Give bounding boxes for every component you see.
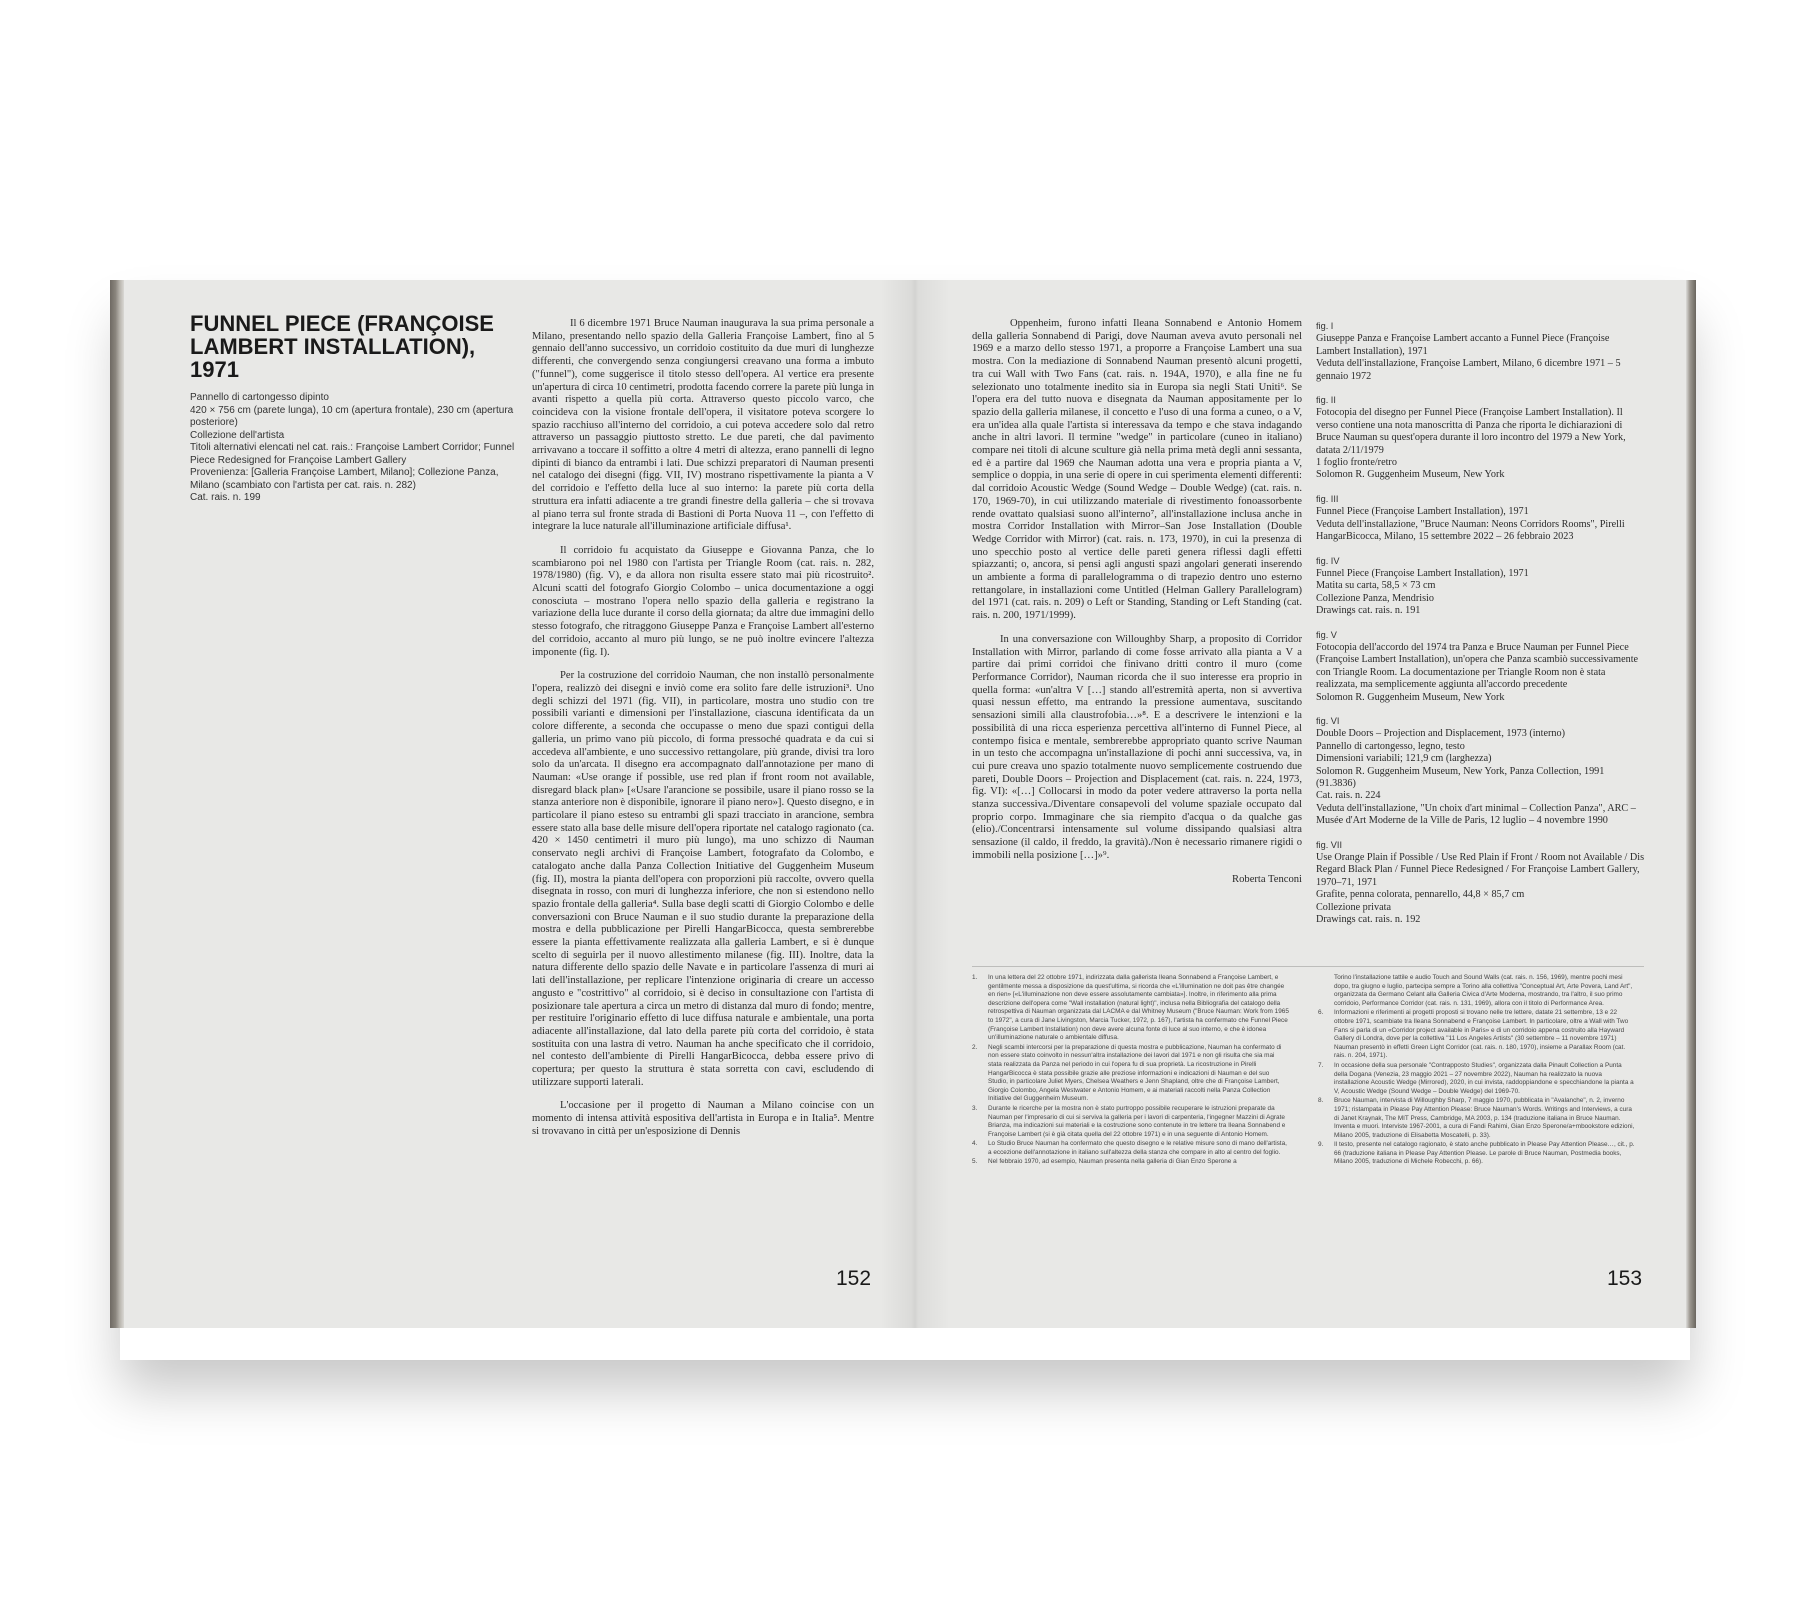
figure-caption-line: Grafite, penna colorata, pennarello, 44,8 × 85,7 cm — [1316, 889, 1525, 901]
figure-label: fig. IV — [1316, 555, 1340, 566]
footnotes-column-a — [972, 974, 1290, 1168]
figure-caption — [1316, 320, 1646, 383]
footnote-text: In occasione della sua personale "Contrapposto Studies", organizzata dalla Pinault Collection a Punta della Dogana (Venezia, 23 maggio 2021 – 27 novembre 2022), Nauman ha realizzato la nuova installazione Acoustic Wedge (Mirrored), 2020, in cui invista, raddoppiandone e specchiandone la pianta a V, Acoustic Wedge (Sound Wedge – Double Wedge) del 1969-70. — [1334, 1061, 1634, 1095]
figure-caption-line: Pannello di cartongesso, legno, testo — [1316, 740, 1465, 752]
page-edge-right — [1686, 280, 1696, 1328]
meta-line: Pannello di cartongesso dipinto — [190, 392, 329, 403]
figure-caption-line: Solomon R. Guggenheim Museum, New York — [1316, 691, 1505, 703]
figure-label: fig. II — [1316, 395, 1336, 406]
essay-paragraph: L'occasione per il progetto di Nauman a Milano coincise con un momento di intensa attività espositiva dell'artista in Europa e in Italia⁵. Mentre si trovavano in città per un'esposizione di Dennis — [532, 1100, 874, 1137]
figure-caption-line: Drawings cat. rais. n. 192 — [1316, 914, 1421, 926]
figure-caption — [1316, 839, 1646, 927]
footnote-divider — [972, 966, 1644, 967]
figure-caption-line: Matita su carta, 58,5 × 73 cm — [1316, 580, 1436, 592]
footnote-number: 1. — [972, 974, 978, 981]
essay-column-left — [532, 318, 874, 1150]
meta-line: Titoli alternativi elencati nel cat. rais.: Françoise Lambert Corridor; Funnel Piece Redesigned for Françoise Lambert Gallery — [190, 442, 515, 466]
figure-caption-line: Dimensioni variabili; 121,9 cm (larghezza) — [1316, 753, 1492, 765]
footnote-number: 5. — [972, 1158, 978, 1166]
footnote-text: In una lettera del 22 ottobre 1971, indirizzata dalla gallerista Ileana Sonnabend a Françoise Lambert, e gentilmente messa a disposizione da quest'ultima, si ricorda che «L'illumination ne doit pas être changée en rien» [«L'illuminazione non deve essere assolutamente cambiata»]. Inoltre, in riferimento alla prima descrizione dell'opera come "Wall installation (natural light)", inclusa nella Bibliografia del catalogo della retrospettiva di Nauman organizzata dal LACMA e dal Whitney Museum ("Bruce Nauman: Work from 1965 to 1972", a cura di Jane Livingston, Marcia Tucker, 1972, p. 167), l'artista ha confermato che Funnel Piece (Françoise Lambert Installation) non deve avere alcuna fonte di luce al suo interno, e che è idonea un'illuminazione naturale o ambientale diffusa. — [988, 974, 1289, 1042]
footnote-text: Nel febbraio 1970, ad esempio, Nauman presenta nella galleria di Gian Enzo Sperone a — [988, 1158, 1237, 1166]
footnote — [972, 974, 1290, 1043]
figure-caption-line: Cat. rais. n. 224 — [1316, 790, 1381, 802]
footnotes-column-b — [1318, 974, 1636, 1168]
right-page — [914, 280, 1686, 1328]
figure-caption-line: Fotocopia del disegno per Funnel Piece (Françoise Lambert Installation). Il verso contiene una nota manoscritta di Panza che riporta le dichiarazioni di Bruce Nauman su quest'opera durante il loro incontro del 1979 a New York, datata 2/11/1979 — [1316, 407, 1626, 456]
artwork-title: FUNNEL PIECE (FRANÇOISE LAMBERT INSTALLATION), 1971 — [190, 311, 494, 382]
footnote — [1318, 1009, 1636, 1061]
figure-caption-line: Solomon R. Guggenheim Museum, New York, Panza Collection, 1991 (91.3836) — [1316, 765, 1605, 789]
essay-paragraph: Il 6 dicembre 1971 Bruce Nauman inaugurava la sua prima personale a Milano, presentando nello spazio della Galleria Françoise Lambert, fino al 5 gennaio dell'anno successivo, un corridoio costituito da due muri di lunghezze differenti, che convergendo senza congiungersi creavano una forma a imbuto ("funnel"), come suggerisce il titolo stesso dell'opera. Al vertice era presente un'apertura di circa 10 centimetri, prodotta facendo correre la parete più lunga in avanti rispetto a quella più corta. Attraverso questo piccolo varco, che coincideva con la visione frontale dell'opera, il visitatore poteva scorgere lo spazio racchiuso all'interno del corridoio, a cui poteva accedere solo dal retro attraverso un passaggio piuttosto stretto. Le due pareti, che dal pavimento arrivavano a toccare il soffitto a oltre 4 metri di altezza, erano pannelli di legno dipinti di bianco da entrambi i lati. Due schizzi preparatori di Nauman presenti nel catalogo dei disegni (figg. VII, IV) mostrano rispettivamente la pianta a V del corridoio e l'effetto della luce al suo interno: la parete più corta della struttura era infatti adiacente a tre grandi finestre della galleria – che si trovava al piano terra sul fronte strada di Bastioni di Porta Nuova 11 –, con l'effetto di integrare la luce naturale all'illuminazione artificiale diffusa¹. — [532, 318, 874, 533]
figure-label: fig. VI — [1316, 715, 1340, 726]
footnote-number: 8. — [1318, 1097, 1324, 1105]
footnote-text: Torino l'installazione tattile e audio Touch and Sound Walls (cat. rais. n. 156, 1969), mentre pochi mesi dopo, tra giugno e luglio, partecipa sempre a Torino alla collettiva "Conceptual Art, Arte Povera, Land Art", organizzata da Germano Celant alla Galleria Civica d'Arte Moderna, mostrando, tra l'altro, il suo primo corridoio, Performance Corridor (cat. rais. n. 131, 1969), allora con il titolo di Performance Area. — [1334, 974, 1633, 1007]
essay-paragraph: Il corridoio fu acquistato da Giuseppe e Giovanna Panza, che lo scambiarono poi nel 1980 con l'artista per Triangle Room (cat. rais. n. 282, 1978/1980) (fig. V), e da allora non risulta essere stato mai più ricostruito². Alcuni scatti del fotografo Giorgio Colombo – unica documentazione a oggi conosciuta – mostrano l'opera nello spazio della galleria e registrano la variazione della luce durante il corso della giornata; da altre due immagini dello stesso fotografo, che ritraggono Giuseppe Panza e Françoise Lambert all'esterno del corridoio, accanto al muro più lungo, se ne può inoltre evincere l'altezza imponente (fig. I). — [532, 544, 874, 658]
essay-paragraph: In una conversazione con Willoughby Sharp, a proposito di Corridor Installation with Mirror, parlando di come fosse arrivato alla pianta a V a partire dai primi corridoi che finivano dritti contro il muro (come Performance Corridor), Nauman ricorda che il suo interesse era proprio in quella forma: «un'altra V […] stando all'estremità aperta, non si avvertiva quasi nessun effetto, ma entrando la pressione aumentava, suscitando sensazioni simili alla claustrofobia…»⁸. E a descrivere le intenzioni e la possibilità di una ricca esperienza percettiva all'interno di Funnel Piece, al contempo fisica e mentale, sembrerebbe appropriato quanto scrive Nauman in un testo che accompagna un'installazione di pochi anni successiva, va, in cui pure creava uno spazio totalmente nuovo semplicemente costruendo due pareti, Double Doors – Projection and Displacement (cat. rais. n. 224, 1973, fig. VI): «[…] Collocarsi in modo da poter vedere attraverso la porta nella stanza successiva./Diventare consapevoli del volume spaziale occupato dal proprio corpo. Immaginare che sia riempito d'acqua o da qualche gas (elio)./Concentrarsi intensamente sul volume dissipando qualsiasi altra sensazione (il caldo, il freddo, la gravità)./Non è necessario rimanere rigidi o immobili nella posizione […]»⁹. — [972, 633, 1302, 861]
footnote — [1318, 974, 1636, 1008]
meta-line: Cat. rais. n. 199 — [190, 492, 261, 503]
footnote-text: Bruce Nauman, intervista di Willoughby Sharp, 7 maggio 1970, pubblicata in "Avalanche", n. 2, inverno 1971; ristampata in Please Pay Attention Please: Bruce Nauman's Words. Writings and Interviews, a cura di Janet Kraynak, The MIT Press, Cambridge, MA 2003, p. 134 (traduzione italiana in Bruce Nauman. Inventa e muori. Interviste 1967-2001, a cura di Fandi Rahimi, Gian Enzo Sperone/a+mbookstore edizioni, Milano 2005, traduzione di Elisabetta Moscatelli, p. 33). — [1334, 1097, 1635, 1139]
figure-caption — [1316, 629, 1646, 704]
page-number-right: 153 — [1607, 1267, 1643, 1290]
footnote — [972, 1140, 1290, 1157]
figure-caption-line: Use Orange Plain if Possible / Use Red Plain if Front / Room not Available / Dis Regard Black Plan / Funnel Piece Redesigned / For Françoise Lambert Gallery, 1970–71, 1971 — [1316, 852, 1645, 888]
page-number-left: 152 — [836, 1267, 872, 1290]
footnote-text: Durante le ricerche per la mostra non è stato purtroppo possibile recuperare le istruzioni preparate da Nauman per l'impresario di cui si serviva la galleria per i lavori di carpenteria, l'ingegner Mazzini di Agrate Brianza, ma indicazioni sui materiali e la costruzione sono contenute in tre lettere tra Ileana Sonnabend e Françoise Lambert (si è già citata quella del 22 ottobre 1971) e in una seguente di Antonio Homem. — [988, 1104, 1286, 1138]
figure-caption — [1316, 715, 1646, 828]
footnote-number — [1318, 974, 1334, 1008]
figure-caption-line: Double Doors – Projection and Displacement, 1973 (interno) — [1316, 728, 1565, 740]
figure-label: fig. III — [1316, 493, 1339, 504]
figure-caption-line: Fotocopia dell'accordo del 1974 tra Panza e Bruce Nauman per Funnel Piece (Françoise Lambert Installation), un'opera che Panza scambiò successivamente con Triangle Room. La documentazione per Triangle Room non è stata realizzata, ma semplicemente aggiunta all'accordo precedente — [1316, 641, 1639, 691]
footnote-text: Informazioni e riferimenti ai progetti proposti si trovano nelle tre lettere, datate 21 settembre, 13 e 22 ottobre 1971, scambiate tra Ileana Sonnabend e Françoise Lambert. In particolare, oltre a Wall with Two Fans si parla di un «Corridor project available in Paris» e di un corridoio appena costruito alla Hayward Gallery di Londra, dove per la collettiva "11 Los Angeles Artists" (30 settembre – 11 novembre 1971) Nauman presentò in effetti Green Light Corridor (cat. rais. n. 180, 1970), insieme a Parallax Room (cat. rais. n. 204, 1971). — [1334, 1009, 1629, 1060]
footnote-number: 9. — [1318, 1141, 1324, 1149]
page-edge-left — [110, 280, 124, 1328]
footnote — [1318, 1097, 1636, 1140]
figure-label: fig. I — [1316, 321, 1334, 331]
footnote-text: Lo Studio Bruce Nauman ha confermato che questo disegno e le relative misure sono di mano dell'artista, a eccezione dell'annotazione in italiano sull'altezza della stanza che compare in alto al centro del foglio. — [988, 1140, 1287, 1156]
footnote-number: 2. — [972, 1043, 978, 1051]
artwork-metadata — [190, 392, 520, 505]
footnote — [1318, 1062, 1636, 1096]
meta-line: Collezione dell'artista — [190, 429, 285, 441]
figure-label: fig. VII — [1316, 839, 1343, 850]
figure-caption-line: Collezione privata — [1316, 901, 1391, 913]
left-page — [124, 280, 914, 1328]
footnote-text: Il testo, presente nel catalogo ragionato, è stato anche pubblicato in Please Pay Attention Please…, cit., p. 66 (traduzione italiana in Please Pay Attention Please. Le parole di Bruce Nauman, Postmedia books, Milano 2005, traduzione di Michele Robecchi, p. 66). — [1334, 1141, 1635, 1166]
meta-line: 420 × 756 cm (parete lunga), 10 cm (apertura frontale), 230 cm (apertura posteriore) — [190, 404, 514, 428]
footnote-number: 4. — [972, 1140, 978, 1148]
figure-caption — [1316, 394, 1646, 482]
essay-paragraph: Oppenheim, furono infatti Ileana Sonnabend e Antonio Homem della galleria Sonnabend di Parigi, dove Nauman aveva avuto personali nel 1969 e a marzo dello stesso 1971, a proporre a Françoise Lambert una sua mostra. Con la mediazione di Sonnabend Nauman presentò alcuni progetti, tra cui Wall with Two Fans (cat. rais. n. 194A, 1970), e alla fine ne fu selezionato uno totalmente inedito sia in Europa sia negli Stati Uniti⁶. Se l'opera era del tutto nuova e disegnata da Nauman appositamente per lo spazio della galleria milanese, il concetto e l'uso di una forma a cuneo, o a V, era un'idea alla quale l'artista si interessava da tempo e che stava indagando anche in altri lavori. Il termine "wedge" in particolare (cuneo in italiano) compare nei titoli di alcune sculture già nella prima metà degli anni sessanta, ed è a partire dal 1969 che Nauman adotta una vera e propria pianta a V, semplice o doppia, in una serie di opere in cui sperimenta elementi differenti: dal corridoio Acoustic Wedge (Sound Wedge – Double Wedge) (cat. rais. n. 170, 1969-70), in cui utilizzando materiale di rivestimento fonoassorbente rende ovattato qualsiasi suono all'interno⁷, all'installazione inclusa anche in mostra Corridor Installation with Mirror–San Jose Installation (Double Wedge Corridor with Mirror) (cat. rais. n. 173, 1970), in cui la presenza di uno specchio posto al vertice delle pareti genera riflessi dagli effetti spiazzanti; o, ancora, si pensi agli angusti spazi angolari generati inserendo un ambiente a forma di parallelogramma o di trapezio dentro uno esterno rettangolare, in installazioni come Untitled (Helman Gallery Parallelogram) del 1971 (cat. rais. n. 209) o Left or Standing, Standing or Left Standing (cat. rais. n. 200, 1971/1999). — [972, 318, 1302, 622]
footnote — [972, 1044, 1290, 1104]
figure-caption-line: Funnel Piece (Françoise Lambert Installation), 1971 — [1316, 567, 1529, 579]
author-signature: Roberta Tenconi — [1232, 873, 1302, 885]
footnote — [1318, 1141, 1636, 1167]
figure-caption — [1316, 555, 1646, 618]
figure-label: fig. V — [1316, 629, 1337, 640]
figure-caption-line: Veduta dell'installazione, "Bruce Nauman: Neons Corridors Rooms", Pirelli HangarBicocca, Milano, 15 settembre 2022 – 26 febbraio 2023 — [1316, 518, 1625, 543]
figure-caption-line: Veduta dell'installazione, Françoise Lambert, Milano, 6 dicembre 1971 – 5 gennaio 1972 — [1316, 358, 1621, 382]
essay-column-right — [972, 318, 1302, 886]
footnote-number: 7. — [1318, 1061, 1324, 1069]
essay-paragraph: Per la costruzione del corridoio Nauman, che non installò personalmente l'opera, realizzò dei disegni e inviò come era solito fare delle istruzioni³. Uno degli schizzi del 1971 (fig. VII), in particolare, mostra uno studio con tre possibili varianti e dimensioni per l'installazione, ciascuna identificata da un colore differente, a seconda che occupasse o meno due spazi contigui della galleria, un primo vano più piccolo, di forma pressoché quadrata e da cui si accedeva all'ambiente, e uno successivo rettangolare, più grande, divisi tra loro solo da un'arcata. Il disegno era accompagnato dall'annotazione per mano di Nauman: «Use orange if possible, use red plan if front room not available, disregard black plan» [«Usare l'arancione se possibile, usare il piano rosso se la stanza anteriore non è disponibile, ignorare il piano nero»]. Questo disegno, e in particolare il piano esteso su entrambi gli spazi tracciato in arancione, sembra essere stato alla base delle misure dell'opera riportate nel catalogo ragionato (ca. 420 × 1450 centimetri il muro più lungo), ma uno schizzo di Nauman conservato negli archivi di Françoise Lambert, fotografato da Colombo, e catalogato anche dalla Panza Collection Initiative del Guggenheim Museum (fig. II), mostra la pianta dell'opera con proporzioni più raccolte, ovvero quella disegnata in rosso, con muri di lunghezza inferiore, che non si estendono nello spazio frontale della galleria⁴. Sulla base degli scatti di Giorgio Colombo e delle conversazioni con Bruce Nauman e il suo studio durante la preparazione della mostra e della pubblicazione per Pirelli HangarBicocca, questa sembrerebbe essere la pianta effettivamente realizzata alla galleria Lambert, e si è dunque scelto di seguirla per il nuovo allestimento milanese (fig. III). Inoltre, data la natura differente dello spazio delle Navate e in particolare l'assenza di muri ai lati dell'installazione, per replicare l'intenzione originaria di creare un accesso angusto e "costrittivo" al corridoio, si è deciso in consultazione con l'artista di posizionare tale apertura a circa un metro di distanza dal muro di fondo; mentre, per restituire l'originario effetto di luce diffusa naturale e ambientale, una porta adiacente all'installazione, dal lato della parete più corta del corridoio, è stata sostituita con una lastra di vetro. Nauman ha anche specificato che il corridoio, nel contesto dell'ambiente di Pirelli HangarBicocca, debba essere privo di copertura; per questo la struttura è stata sorretta con cavi, escludendo di utilizzare supporti laterali. — [532, 670, 874, 1088]
figure-caption-line: Solomon R. Guggenheim Museum, New York — [1316, 469, 1505, 481]
figure-caption-line: Giuseppe Panza e Françoise Lambert accanto a Funnel Piece (Françoise Lambert Installation), 1971 — [1316, 333, 1610, 357]
figure-caption-line: Funnel Piece (Françoise Lambert Installation), 1971 — [1316, 506, 1529, 518]
figure-caption-line: Veduta dell'installazione, "Un choix d'art minimal – Collection Panza", ARC – Musée d'Art Moderne de la Ville de Paris, 12 luglio – 4 novembre 1990 — [1316, 802, 1636, 827]
figure-caption-line: Drawings cat. rais. n. 191 — [1316, 605, 1421, 617]
footnote-text: Negli scambi intercorsi per la preparazione di questa mostra e pubblicazione, Nauman ha confermato di non essere stato coinvolto in nessun'altra installazione dei lavori dal 1971 e non gli risulta che sia mai stata realizzata da Panza nel periodo in cui l'opera fu di sua proprietà. La ricostruzione in Pirelli HangarBicocca è stata possibile grazie alle preziose informazioni e indicazioni di Nauman e del suo Studio, in particolare Juliet Myers, Chelsea Weathers e Jenn Shapland, oltre che di Françoise Lambert, Giorgio Colombo, Angela Westwater e Antonio Homem, e ai materiali raccolti nella Panza Collection Initiative del Guggenheim Museum. — [988, 1043, 1282, 1103]
figure-caption-line: 1 foglio fronte/retro — [1316, 457, 1397, 469]
figure-caption-line: Collezione Panza, Mendrisio — [1316, 592, 1434, 604]
meta-line: Provenienza: [Galleria Françoise Lambert, Milano]; Collezione Panza, Milano (scambiato con l'artista per cat. rais. n. 282) — [190, 467, 499, 491]
footnote-number: 3. — [972, 1104, 978, 1112]
footnote — [972, 1158, 1290, 1167]
footnote-number: 6. — [1318, 1009, 1324, 1017]
figure-caption — [1316, 493, 1646, 544]
figure-captions — [1316, 320, 1646, 937]
footnote — [972, 1105, 1290, 1139]
